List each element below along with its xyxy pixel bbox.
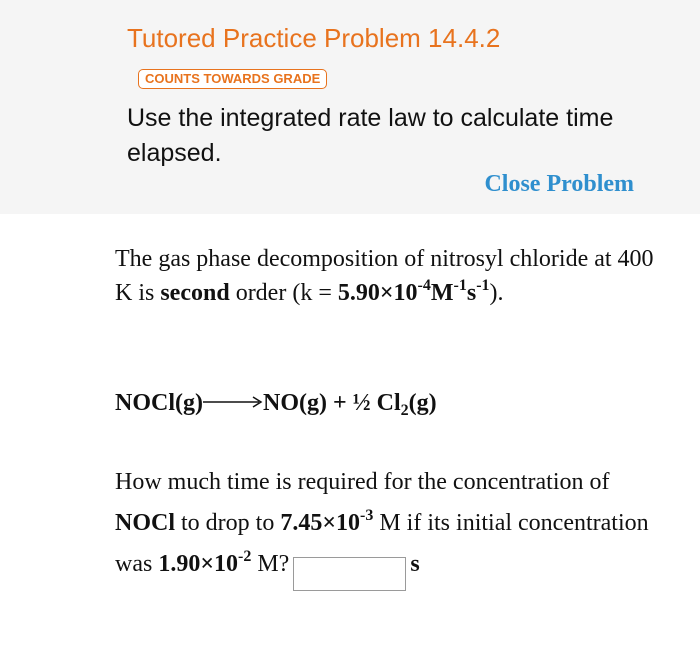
- initial-concentration: [158, 548, 252, 577]
- problem-statement: [115, 242, 655, 310]
- final-concentration-mantissa: 7.45×10: [280, 510, 361, 536]
- problem-instructions: Use the integrated rate law to calculate time elapsed.: [127, 104, 614, 167]
- rate-constant-unit: M: [430, 280, 454, 306]
- statement-text: The gas phase decomposition of nitrosyl chloride at 400 K is: [115, 246, 654, 306]
- rate-constant-unit-exponent: -1: [453, 277, 467, 294]
- initial-concentration-mantissa: 1.90×10: [158, 551, 239, 577]
- answer-input[interactable]: [293, 557, 406, 591]
- reaction-order: second: [160, 280, 230, 306]
- question-text: [115, 462, 675, 591]
- reaction-equation: [115, 390, 437, 417]
- answer-unit: s: [410, 551, 420, 577]
- rate-constant-unit: s: [466, 280, 477, 306]
- reaction-arrow-icon: [203, 395, 263, 409]
- close-problem-link[interactable]: Close Problem: [484, 171, 634, 197]
- initial-concentration-exponent: -2: [238, 548, 252, 565]
- final-concentration: [280, 507, 374, 536]
- products: NO(g) + ½ Cl: [262, 390, 401, 416]
- statement-text: ).: [489, 280, 504, 306]
- question-fragment: M if its initial concentration was: [115, 510, 649, 577]
- final-concentration-exponent: -3: [360, 507, 374, 524]
- problem-title: Tutored Practice Problem 14.4.2: [127, 23, 501, 53]
- rate-constant-mantissa: 5.90×10: [337, 280, 418, 306]
- rate-constant-exponent: -4: [417, 277, 431, 294]
- rate-constant-unit-exponent: -1: [476, 277, 490, 294]
- chlorine-subscript: 2: [400, 402, 409, 419]
- products-state: (g): [408, 390, 437, 416]
- question-fragment: to drop to: [175, 510, 281, 536]
- reactant: NOCl(g): [115, 390, 203, 416]
- counts-towards-grade-badge: COUNTS TOWARDS GRADE: [138, 69, 327, 89]
- question-fragment: M?: [251, 551, 290, 577]
- rate-constant: [337, 277, 490, 306]
- question-species: NOCl: [115, 510, 175, 536]
- question-fragment: How much time is required for the concentration of: [115, 469, 610, 495]
- statement-text: order (k =: [229, 280, 338, 306]
